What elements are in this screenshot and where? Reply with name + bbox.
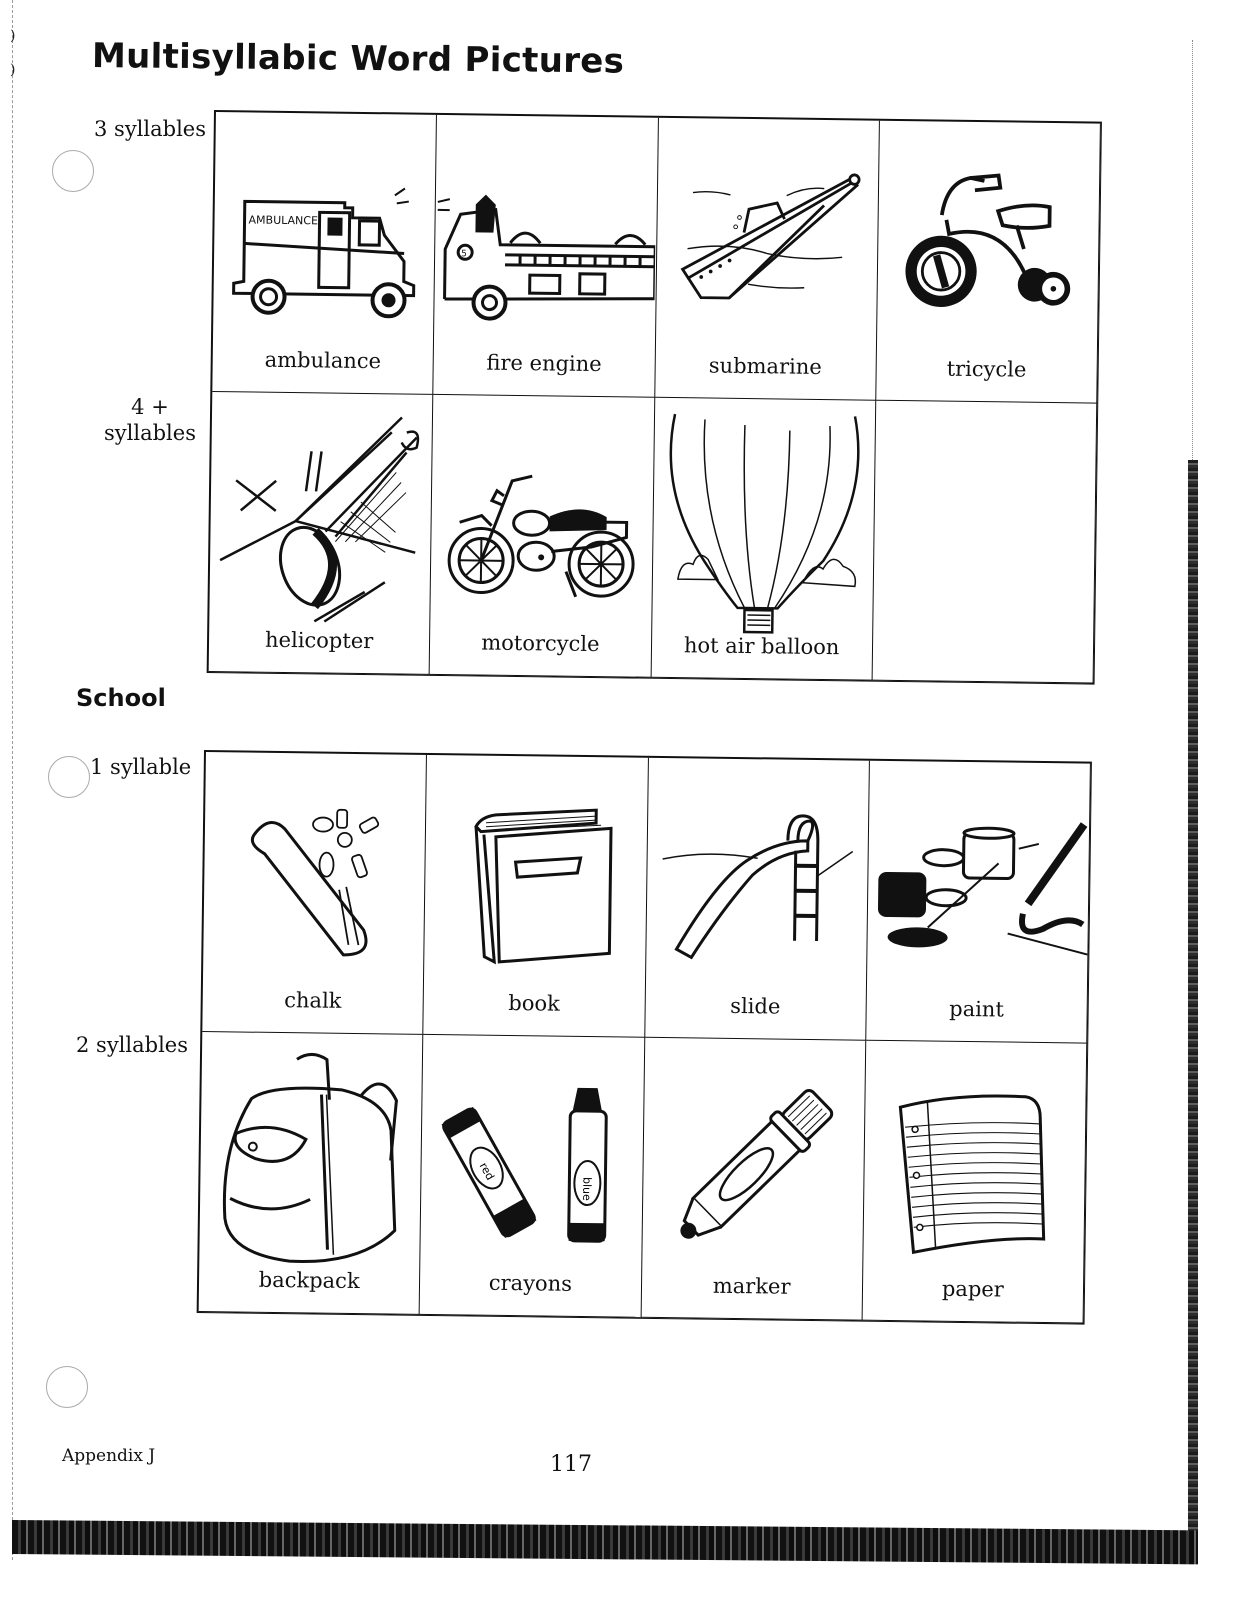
punch-hole [52,150,94,192]
picture-card-marker [641,1038,866,1321]
word-label: chalk [284,988,342,1013]
picture-card-tricycle [876,121,1101,404]
word-label: motorcycle [481,630,600,657]
picture-card-paint [866,761,1091,1044]
punch-hole [46,1366,88,1408]
svg-text:AMBULANCE: AMBULANCE [248,213,319,228]
row-label-2-syllables: 2 syllables [76,1033,188,1057]
word-label: book [508,991,560,1016]
picture-card-fire-engine [434,115,659,398]
word-label: fire engine [486,350,602,377]
word-label: hot air balloon [683,633,840,660]
row-label-1-syllable: 1 syllable [90,755,192,779]
school-grid [197,750,1092,1325]
section-heading-school: School [76,684,166,712]
picture-card-book [424,755,649,1038]
tricycle-icon [887,163,1089,316]
row-label-3-syllables: 3 syllables [94,117,206,141]
page-shadow-right [1188,460,1198,1555]
word-label: paper [941,1276,1004,1302]
svg-text:red: red [477,1160,498,1183]
binding-mark: ) [10,62,16,78]
hot-air-balloon-icon [662,408,865,641]
page-edge-right-faint [1192,40,1196,460]
picture-card-helicopter [209,392,434,675]
page-number: 117 [550,1452,592,1477]
chalk-icon [213,793,415,966]
slide-icon [656,798,858,971]
book-icon [435,796,637,969]
word-label: helicopter [264,627,374,654]
picture-card-slide [645,758,870,1041]
picture-card-motorcycle [430,395,655,678]
word-label: marker [712,1273,791,1299]
paper-icon [873,1087,1075,1260]
row-label-line: 4 + [131,395,169,419]
row-label-line: syllables [104,421,196,445]
row-label-4-plus-syllables [98,394,202,446]
crayons-icon [431,1081,633,1254]
binding-mark: ) [10,28,16,44]
transportation-grid [207,110,1102,685]
word-label: backpack [258,1267,360,1294]
word-label: tricycle [946,356,1027,382]
picture-card-ambulance [212,112,437,395]
word-label: ambulance [264,347,382,374]
paint-icon [867,801,1089,974]
helicopter-icon [214,410,427,633]
submarine-icon [666,166,868,319]
picture-card-empty [872,401,1097,684]
picture-card-crayons [420,1035,645,1318]
footer-appendix: Appendix J [62,1446,156,1466]
marker-icon [652,1081,854,1254]
page-edge-left [12,0,14,1560]
picture-card-chalk [202,752,427,1035]
word-label: paint [949,996,1005,1022]
picture-card-paper [862,1041,1087,1324]
backpack-icon [209,1048,412,1271]
punch-hole [48,756,90,798]
motorcycle-icon [441,460,643,613]
page-title: Multisyllabic Word Pictures [91,36,625,82]
word-label: crayons [488,1270,573,1296]
fire-engine-icon [435,174,657,327]
word-label: submarine [708,353,822,379]
svg-text:blue: blue [580,1177,594,1202]
ambulance-icon [223,171,425,324]
picture-card-submarine [655,118,880,401]
svg-text:5: 5 [461,249,468,260]
picture-card-backpack [199,1032,424,1315]
page-shadow-bottom [12,1520,1198,1564]
picture-card-hot-air-balloon [651,398,876,681]
word-label: slide [730,993,781,1019]
